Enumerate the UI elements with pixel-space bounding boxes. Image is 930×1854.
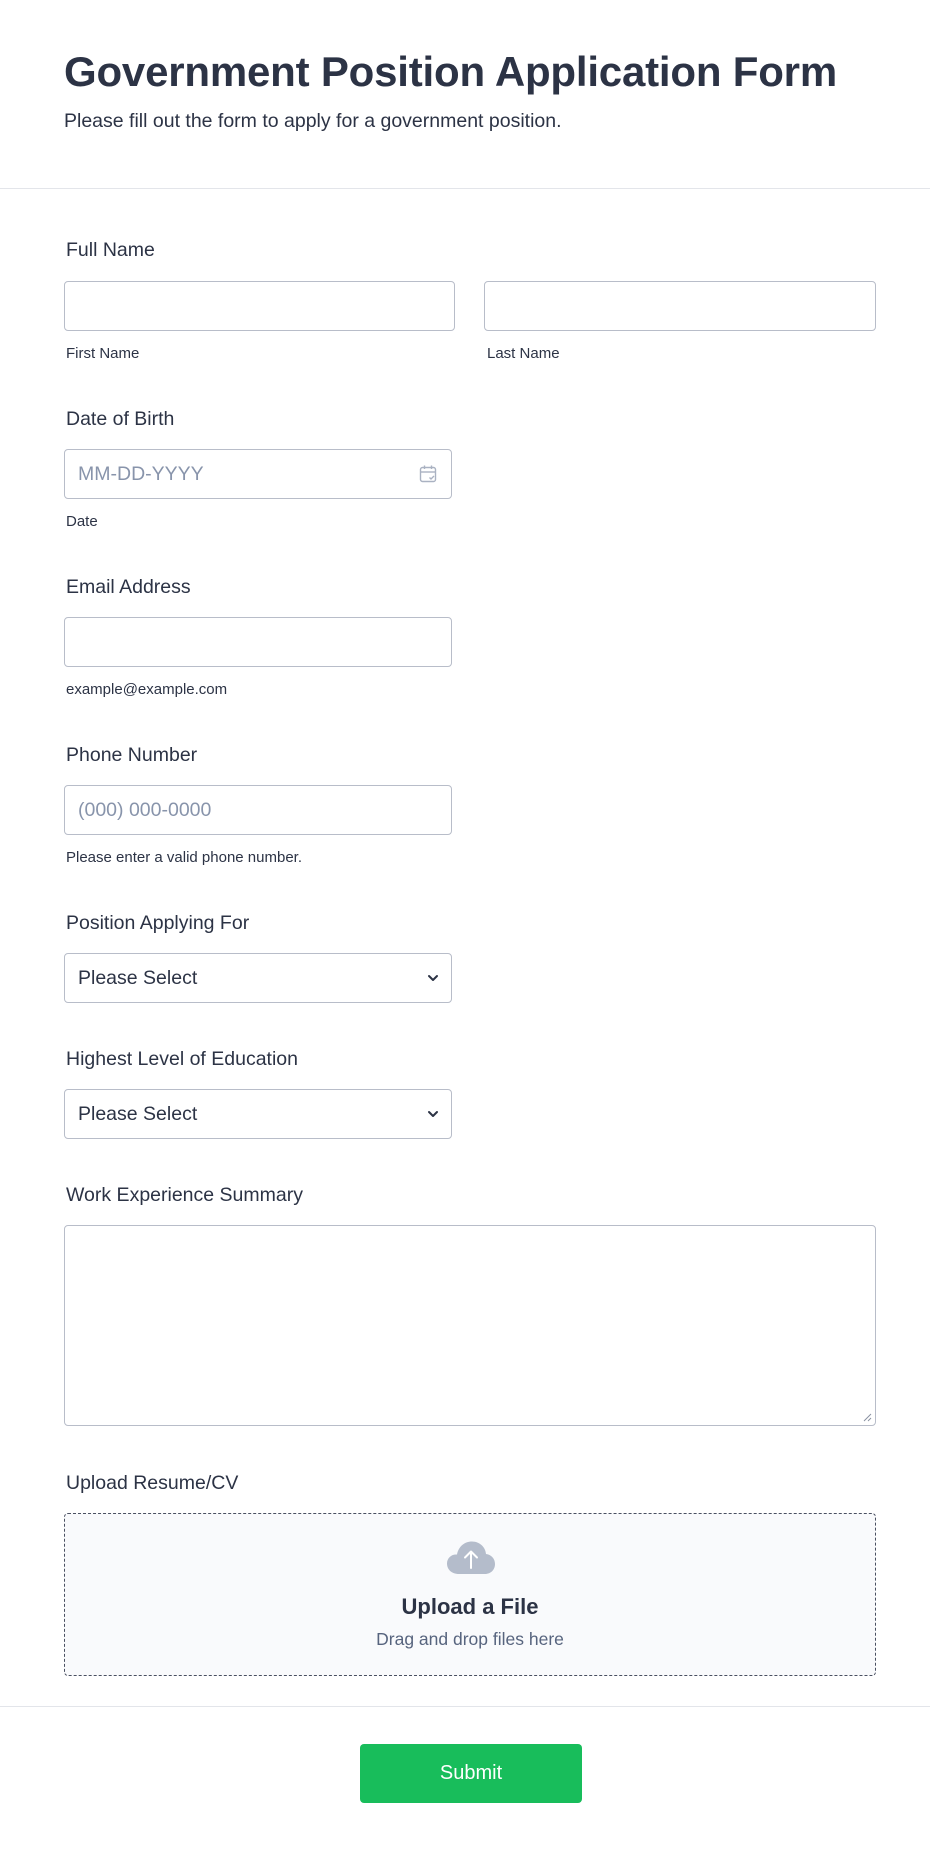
phone-input[interactable] <box>64 785 452 835</box>
phone-placeholder: (000) 000-0000 <box>78 799 212 821</box>
position-label: Position Applying For <box>66 912 250 934</box>
footer-divider <box>0 1706 930 1707</box>
dob-placeholder: MM-DD-YYYY <box>78 463 204 485</box>
upload-title: Upload a File <box>401 1594 539 1619</box>
dob-label: Date of Birth <box>66 408 175 430</box>
page-subtitle: Please fill out the form to apply for a government position. <box>64 110 562 132</box>
education-select[interactable] <box>64 1089 452 1139</box>
cloud-upload-icon <box>446 1540 496 1576</box>
first-name-sublabel: First Name <box>66 345 140 362</box>
upload-subtitle: Drag and drop files here <box>376 1629 564 1649</box>
experience-textarea[interactable] <box>64 1225 876 1426</box>
chevron-down-icon <box>425 970 441 986</box>
last-name-sublabel: Last Name <box>487 345 560 362</box>
experience-label: Work Experience Summary <box>66 1184 303 1206</box>
position-select[interactable] <box>64 953 452 1003</box>
email-sublabel: example@example.com <box>66 681 228 698</box>
full-name-label: Full Name <box>66 239 155 261</box>
phone-label: Phone Number <box>66 744 198 766</box>
email-input[interactable] <box>64 617 452 667</box>
submit-button[interactable]: Submit <box>360 1744 582 1803</box>
education-label: Highest Level of Education <box>66 1048 298 1070</box>
position-selected-value: Please Select <box>78 967 198 989</box>
form-header <box>0 0 930 189</box>
phone-sublabel: Please enter a valid phone number. <box>66 849 302 866</box>
upload-dropzone[interactable] <box>64 1513 876 1676</box>
dob-sublabel: Date <box>66 513 98 530</box>
chevron-down-icon <box>425 1106 441 1122</box>
first-name-input[interactable] <box>64 281 455 331</box>
page-title: Government Position Application Form <box>64 48 837 95</box>
calendar-icon[interactable] <box>418 464 438 484</box>
upload-label: Upload Resume/CV <box>66 1472 239 1494</box>
education-selected-value: Please Select <box>78 1103 198 1125</box>
resize-handle-icon[interactable] <box>863 1413 872 1422</box>
last-name-input[interactable] <box>484 281 876 331</box>
dob-input[interactable] <box>64 449 452 499</box>
email-label: Email Address <box>66 576 191 598</box>
